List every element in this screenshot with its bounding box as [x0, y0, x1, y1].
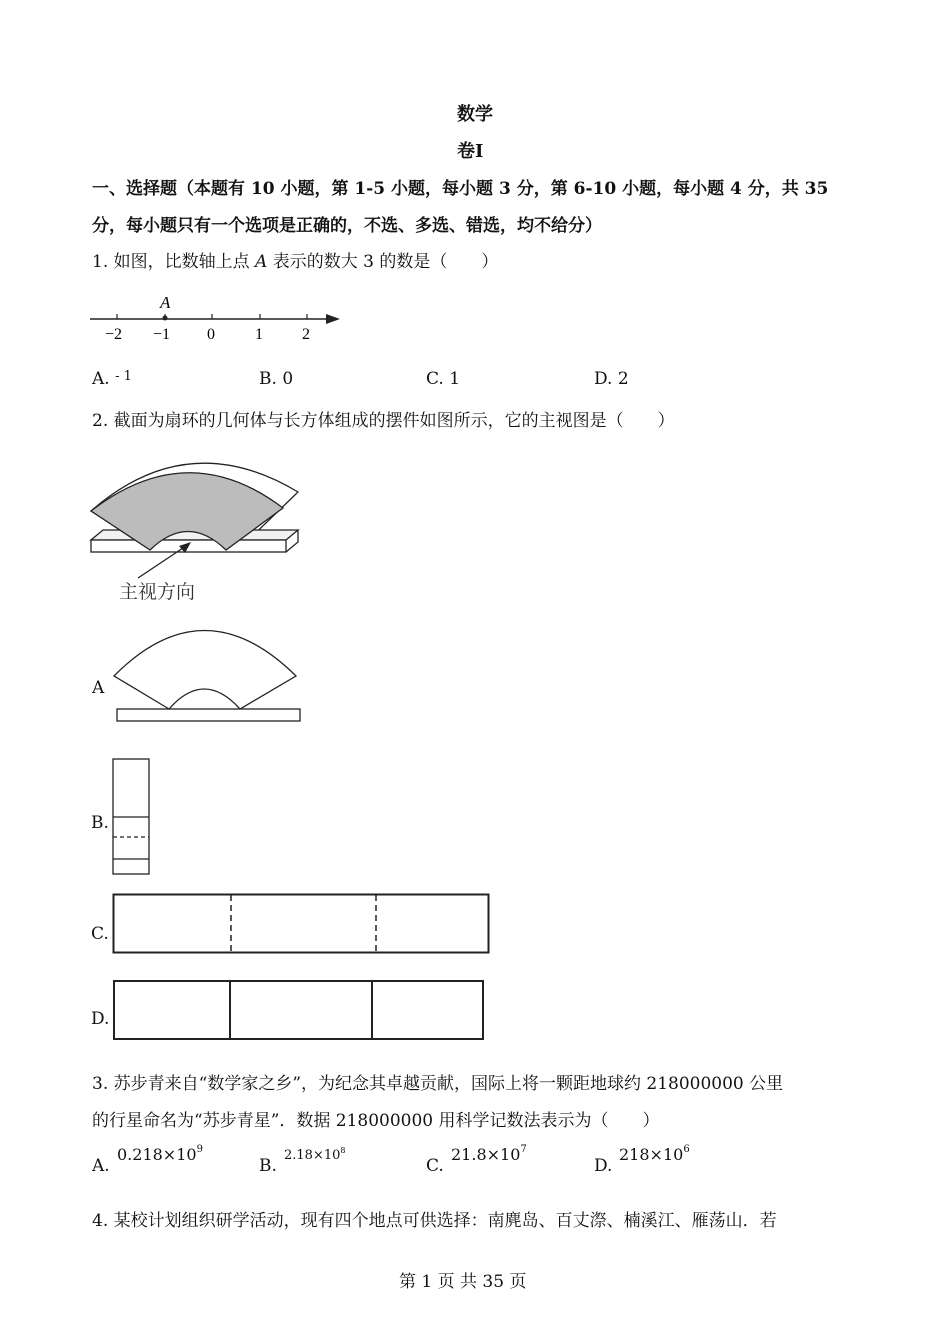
tick-label: 0 [207, 326, 215, 343]
tick-label: 2 [302, 326, 310, 343]
option-letter: A. [92, 369, 110, 389]
sci-exponent: 8 [340, 1146, 346, 1155]
tick-label: −2 [105, 326, 123, 343]
q2-option-a-figure[interactable] [112, 616, 312, 726]
question-2-text: 2. 截面为扇环的几何体与长方体组成的摆件如图所示，它的主视图是（ ） [92, 411, 675, 431]
q1-option-b[interactable] [259, 369, 293, 389]
sci-exponent: 9 [196, 1144, 203, 1155]
q2-option-d-label[interactable]: D. [91, 1009, 110, 1029]
option-a-base [117, 709, 300, 721]
question-3-line2: 的行星命名为“苏步青星”．数据 218000000 用科学记数法表示为（ ） [92, 1111, 660, 1131]
q2-option-b-figure[interactable] [112, 758, 152, 876]
tick-label: −1 [153, 326, 171, 343]
question-4-text: 4. 某校计划组织研学活动，现有四个地点可供选择：南麂岛、百丈漈、楠溪江、雁荡山．若 [92, 1211, 777, 1231]
q3-option-c-letter[interactable]: C. [426, 1156, 444, 1176]
sci-exponent: 6 [683, 1144, 690, 1155]
q3-option-a-value[interactable] [117, 1145, 203, 1164]
number-line-figure [88, 290, 348, 350]
option-value: 0 [282, 369, 294, 389]
q3-option-d-letter[interactable]: D. [594, 1156, 613, 1176]
subject-title: 数学 [457, 104, 493, 125]
question-1-prefix: 1. 如图，比数轴上点 [92, 252, 256, 272]
option-value: 2 [617, 369, 629, 389]
q1-option-c[interactable] [426, 369, 460, 389]
point-a-label: A [160, 293, 171, 312]
point-a-dot [163, 316, 168, 321]
option-a-fan-shape [114, 631, 296, 710]
section-instructions-line2: 分，每小题只有一个选项是正确的，不选、多选、错选，均不给分） [92, 216, 602, 236]
option-d-outline [114, 981, 483, 1039]
q2-option-c-figure[interactable] [112, 893, 492, 955]
q1-option-d[interactable] [594, 369, 629, 389]
option-letter: D. [594, 369, 613, 389]
option-c-outline [114, 895, 489, 953]
sci-base: 2.18×10 [284, 1148, 341, 1163]
section-instructions-line1: 一、选择题（本题有 10 小题，第 1-5 小题，每小题 3 分，第 6-10 小题，每小题 4 分，共 35 [92, 179, 829, 199]
sci-base: 0.218×10 [117, 1145, 197, 1164]
option-value: - 1 [115, 369, 132, 384]
option-value: 1 [449, 369, 461, 389]
sci-base: 21.8×10 [451, 1145, 521, 1164]
number-line-arrow [326, 314, 340, 324]
fan-ornament-figure [88, 448, 318, 608]
q3-option-d-value[interactable] [619, 1145, 690, 1164]
question-3-line1: 3. 苏步青来自“数学家之乡”，为纪念其卓越贡献，国际上将一颗距地球约 218000000 公里 [92, 1074, 784, 1094]
q2-option-c-label[interactable]: C. [91, 924, 109, 944]
q1-option-a[interactable] [92, 369, 132, 389]
option-letter: B. [259, 369, 277, 389]
q3-option-c-value[interactable] [451, 1145, 527, 1164]
question-1-suffix: 表示的数大 3 的数是（ ） [267, 252, 499, 272]
question-1-text [92, 247, 498, 272]
q2-option-b-label[interactable]: B. [91, 813, 109, 833]
tick-label: 1 [255, 326, 263, 343]
option-letter: C. [426, 369, 444, 389]
q3-option-b-letter[interactable]: B. [259, 1156, 277, 1176]
volume-title: 卷Ⅰ [457, 141, 484, 162]
page-footer: 第 1 页 共 35 页 [399, 1272, 527, 1292]
q2-option-a-label[interactable]: A [92, 678, 105, 698]
q3-option-b-value[interactable] [284, 1148, 345, 1163]
question-1-point: A [255, 252, 268, 272]
q3-option-a-letter[interactable]: A. [92, 1156, 110, 1176]
sci-base: 218×10 [619, 1145, 684, 1164]
sci-exponent: 7 [520, 1144, 527, 1155]
q2-option-d-figure[interactable] [112, 979, 486, 1041]
view-direction-label: 主视方向 [119, 581, 196, 603]
